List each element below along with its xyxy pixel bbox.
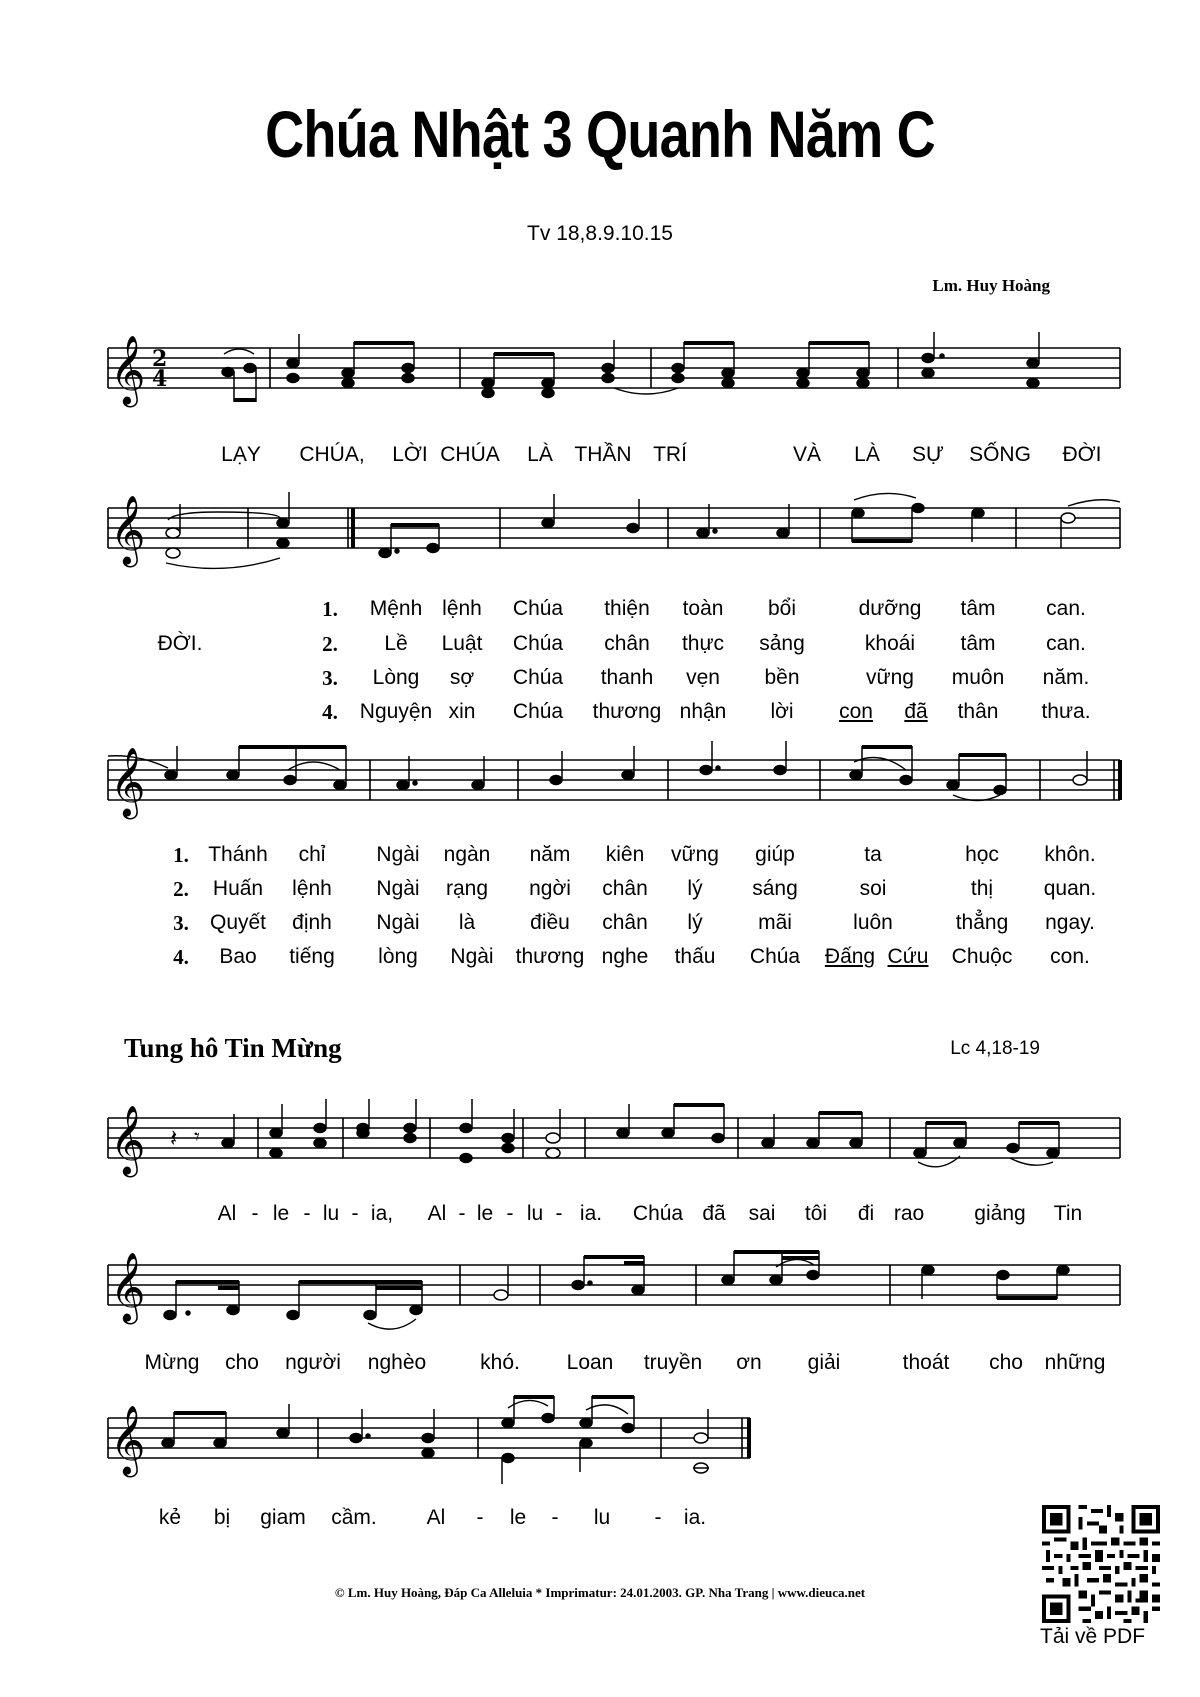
lyric: giúp	[755, 843, 795, 866]
lyric: LÀ	[854, 443, 880, 466]
lyric: -	[555, 1202, 563, 1225]
lyric: CHÚA,	[299, 443, 365, 466]
lyric: Loan	[566, 1351, 614, 1374]
lyric: toàn	[682, 597, 724, 620]
lyric: thương	[592, 700, 662, 723]
lyric: SỰ	[912, 443, 944, 466]
lyric: SỐNG	[969, 443, 1031, 466]
lyric: -	[654, 1506, 662, 1529]
lyric: Al	[217, 1202, 237, 1225]
lyric: rao	[893, 1202, 925, 1225]
lyric: rạng	[445, 877, 489, 900]
lyric: Ngài	[376, 911, 420, 934]
lyric: ơn	[736, 1351, 762, 1374]
verse-number: 1.	[173, 843, 189, 867]
lyric: -	[251, 1202, 259, 1225]
lyric: Ngài	[376, 877, 420, 900]
lyric: thị	[970, 877, 994, 900]
composer: Lm. Huy Hoàng	[932, 276, 1050, 295]
lyric: khoái	[864, 632, 916, 655]
lyric: lý	[687, 877, 703, 900]
lyric: ia.	[683, 1506, 707, 1529]
treble-clef-icon: 𝄞	[110, 747, 146, 817]
lyric: cho	[225, 1351, 259, 1374]
lyric: vững	[671, 843, 719, 866]
lyric: nghèo	[367, 1351, 427, 1374]
lyric: Mừng	[144, 1351, 200, 1374]
lyric: con.	[1050, 945, 1090, 968]
lyric: ĐỜI	[1062, 443, 1102, 466]
lyric: thoát	[902, 1351, 950, 1374]
lyric: ta	[864, 843, 882, 866]
verse-number: 3.	[173, 911, 189, 935]
lyric: Nguyện	[359, 700, 433, 723]
lyric: Bao	[219, 945, 257, 968]
treble-clef-icon: 𝄞	[110, 495, 146, 565]
lyric: nhận	[679, 700, 727, 723]
lyric: quan.	[1043, 877, 1097, 900]
verse-number: 4.	[322, 700, 338, 724]
staff-4-svg	[108, 1098, 1120, 1188]
verse-number: 3.	[322, 666, 338, 690]
time-sig-top: 2	[152, 346, 168, 372]
lyric: vững	[866, 666, 914, 689]
treble-clef-icon: 𝄞	[110, 335, 146, 405]
staff-2-svg	[108, 488, 1120, 578]
lyric: Chúa	[512, 700, 564, 723]
lyric: kẻ	[158, 1506, 182, 1529]
lyric: đã	[702, 1202, 726, 1225]
lyric: ia.	[579, 1202, 603, 1225]
lyric: người	[285, 1351, 341, 1374]
treble-clef-icon: 𝄞	[110, 1105, 146, 1175]
lyric: Chúa	[632, 1202, 684, 1225]
lyric: LẠY	[221, 443, 261, 466]
lyric: lệnh	[442, 597, 482, 620]
lyric: thấu	[674, 945, 716, 968]
lyric: năm.	[1042, 666, 1090, 689]
lyric: điều	[530, 911, 570, 934]
lyric: con	[839, 700, 873, 723]
lyric: lệnh	[292, 877, 332, 900]
verse-number: 2.	[173, 877, 189, 901]
lyric: chân	[602, 911, 648, 934]
lyric: Chúa	[749, 945, 801, 968]
eighth-rest-icon: 𝄾	[194, 1125, 200, 1150]
lyric: giam	[260, 1506, 306, 1529]
lyric: thiện	[604, 597, 650, 620]
lyric: -	[458, 1202, 466, 1225]
lyric: luôn	[853, 911, 893, 934]
lyric: Huấn	[212, 877, 264, 900]
lyric: Chuộc	[951, 945, 1013, 968]
lyric: le	[272, 1202, 290, 1225]
gospel-reference: Lc 4,18-19	[950, 1038, 1040, 1059]
lyric: -	[351, 1202, 359, 1225]
lyric: tôi	[804, 1202, 828, 1225]
lyric: LÀ	[527, 443, 553, 466]
lyric: -	[476, 1506, 484, 1529]
lyric: thẳng	[955, 911, 1009, 934]
section-title: Tung hô Tin Mừng	[124, 1033, 342, 1063]
lyric: tâm	[960, 597, 996, 620]
lyric: ngời	[529, 877, 571, 900]
lyric: ngàn	[443, 843, 491, 866]
lyric: khôn.	[1044, 843, 1096, 866]
treble-clef-icon: 𝄞	[110, 1405, 146, 1475]
lyric: tâm	[960, 632, 996, 655]
psalm-reference: Tv 18,8.9.10.15	[527, 222, 673, 245]
lyric: những	[1044, 1351, 1106, 1374]
verse-number: 2.	[322, 632, 338, 656]
lyric: can.	[1046, 597, 1086, 620]
treble-clef-icon: 𝄞	[110, 1252, 146, 1322]
lyric: sợ	[449, 666, 475, 689]
lyric: LỜI	[392, 443, 428, 466]
lyric: đã	[904, 700, 928, 723]
lyric: khó.	[480, 1351, 520, 1374]
lyric: thực	[681, 632, 725, 655]
lyric: Mệnh	[369, 597, 423, 620]
download-pdf-link[interactable]: Tải về PDF	[1040, 1625, 1146, 1648]
lyric: ngay.	[1045, 911, 1095, 934]
lyric: le	[509, 1506, 527, 1529]
lyric: Ngài	[450, 945, 494, 968]
lyric: VÀ	[792, 443, 822, 466]
lyric: -	[551, 1506, 559, 1529]
lyric: Lòng	[372, 666, 420, 689]
lyric: Đấng	[824, 945, 876, 968]
lyric: bền	[764, 666, 800, 689]
lyric: bổi	[767, 597, 797, 620]
lyric: dưỡng	[858, 597, 922, 620]
lyric: CHÚA	[440, 443, 500, 466]
staff-3-svg	[108, 740, 1120, 830]
lyric: cầm.	[331, 1506, 377, 1529]
lyric: sai	[748, 1202, 776, 1225]
lyric: là	[458, 911, 476, 934]
lyric: muôn	[951, 666, 1005, 689]
lyric: mãi	[758, 911, 792, 934]
lyric: Lề	[384, 632, 408, 655]
lyric: lời	[770, 700, 794, 723]
lyric: lòng	[378, 945, 418, 968]
lyric: Luật	[441, 632, 483, 655]
staff-5	[108, 1245, 1120, 1335]
staff-3	[108, 740, 1120, 830]
lyric: Quyết	[209, 911, 267, 934]
song-title: Chúa Nhật 3 Quanh Năm C	[265, 97, 935, 171]
verse-number: 1.	[322, 597, 338, 621]
lyric: chỉ	[298, 843, 326, 866]
lyric: nghe	[601, 945, 649, 968]
lyric: thương	[515, 945, 585, 968]
lyric: Tin	[1053, 1202, 1083, 1225]
lyric: thưa.	[1041, 700, 1091, 723]
verse-number: 4.	[173, 945, 189, 969]
lyric: TRÍ	[653, 443, 687, 466]
notes	[222, 332, 1039, 402]
lyric: chân	[602, 877, 648, 900]
staff-1	[108, 328, 1120, 418]
lyric: can.	[1046, 632, 1086, 655]
lyric: -	[506, 1202, 514, 1225]
lyric: chân	[604, 632, 650, 655]
lyric: lu	[593, 1506, 611, 1529]
lyric: cho	[989, 1351, 1023, 1374]
lyric: soi	[859, 877, 887, 900]
lyric: tiếng	[289, 945, 335, 968]
lyric: lu	[526, 1202, 544, 1225]
time-sig-bottom: 4	[152, 366, 168, 392]
lyric: năm	[529, 843, 571, 866]
lyric: thanh	[600, 666, 654, 689]
lyric: Al	[427, 1202, 447, 1225]
qr-code-icon[interactable]	[1042, 1505, 1160, 1623]
lyric: ĐỜI.	[157, 632, 203, 655]
staff-4	[108, 1098, 1120, 1188]
staff-1-svg	[108, 328, 1120, 418]
lyric: bị	[213, 1506, 231, 1529]
staff-6	[108, 1398, 768, 1488]
lyric: sảng	[759, 632, 805, 655]
lyric: vẹn	[686, 666, 720, 689]
lyric: xin	[448, 700, 476, 723]
lyric: thân	[957, 700, 999, 723]
staff-6-svg	[108, 1398, 768, 1488]
lyric: Chúa	[512, 597, 564, 620]
lyric: Chúa	[512, 666, 564, 689]
lyric: THẦN	[574, 443, 632, 466]
lyric: lý	[687, 911, 703, 934]
lyric: đi	[857, 1202, 875, 1225]
lyric: truyền	[643, 1351, 703, 1374]
lyric: giảng	[974, 1202, 1026, 1225]
lyric: học	[965, 843, 999, 866]
lyric: định	[292, 911, 332, 934]
lyric: -	[303, 1202, 311, 1225]
lyric: sáng	[752, 877, 798, 900]
staff-5-svg	[108, 1245, 1120, 1335]
lyric: Cứu	[887, 945, 929, 968]
lyric: ia,	[370, 1202, 394, 1225]
staff-2	[108, 488, 1120, 578]
lyric: giải	[807, 1351, 841, 1374]
lyric: lu	[322, 1202, 340, 1225]
lyric: Thánh	[208, 843, 268, 866]
footer-credits: © Lm. Huy Hoàng, Đáp Ca Alleluia * Imprimatur: 24.01.2003. GP. Nha Trang | www.dieuca.net	[334, 1585, 866, 1600]
lyric: Al	[426, 1506, 446, 1529]
lyric: Ngài	[376, 843, 420, 866]
lyric: le	[476, 1202, 494, 1225]
lyric: kiên	[605, 843, 645, 866]
lyric: Chúa	[512, 632, 564, 655]
quarter-rest-icon: 𝄽	[170, 1124, 178, 1152]
